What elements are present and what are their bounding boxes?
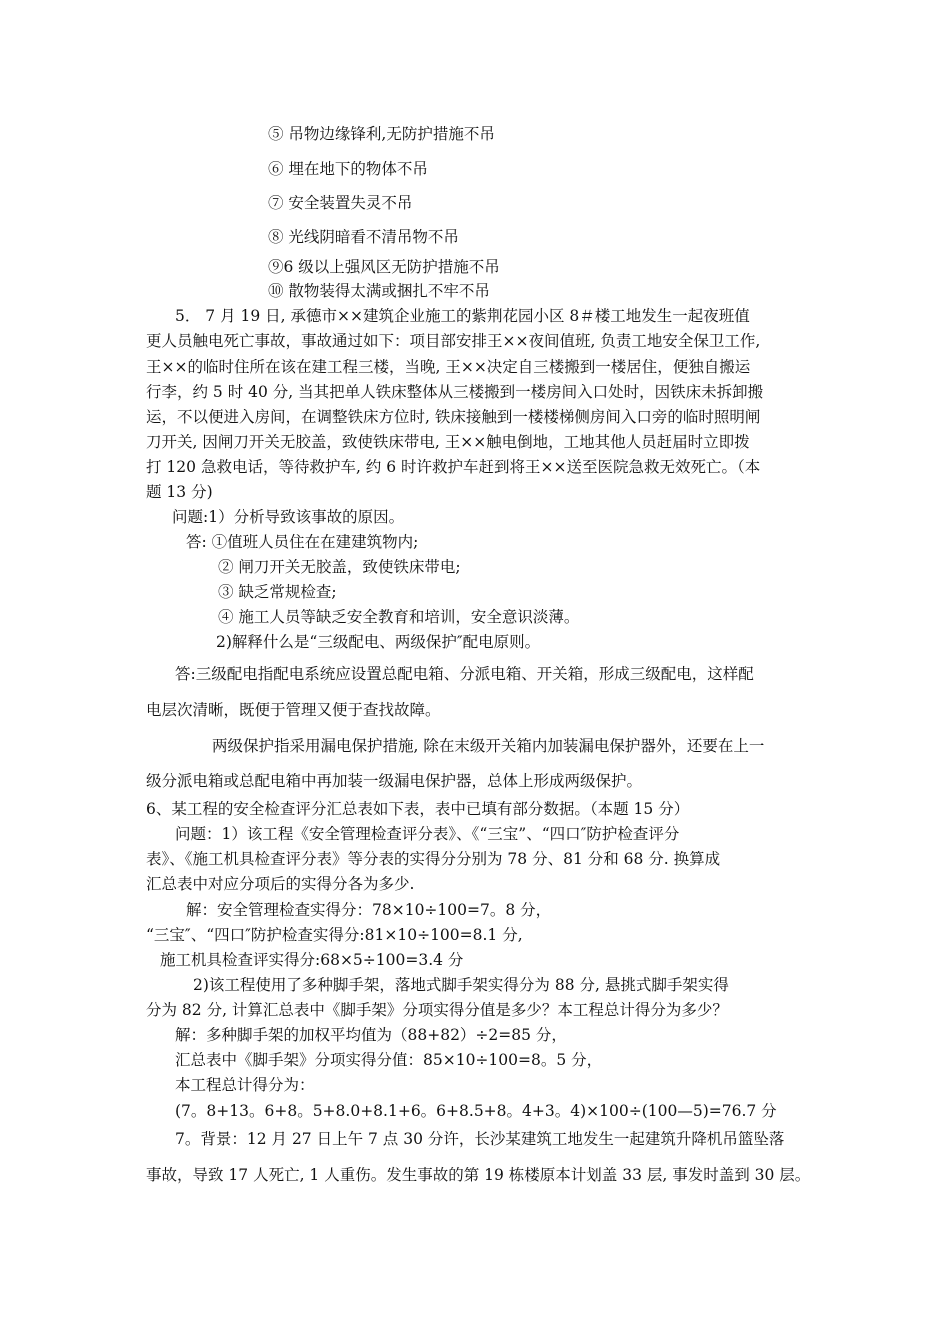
text-line: ④ 施工人员等缺乏安全教育和培训，安全意识淡薄。	[218, 608, 580, 626]
text-line: ⑥ 埋在地下的物体不吊	[268, 160, 428, 178]
text-line: 2)该工程使用了多种脚手架，落地式脚手架实得分为 88 分, 悬挑式脚手架实得	[193, 976, 729, 994]
text-line: 本工程总计得分为：	[175, 1076, 315, 1094]
text-line: 汇总表中《脚手架》分项实得分值：85×10÷100=8。5 分，	[175, 1051, 603, 1069]
text-line: 电层次清晰，既便于管理又便于查找故障。	[146, 701, 441, 719]
text-line: “三宝″、“四口″防护检查实得分:81×10÷100=8.1 分,	[146, 926, 523, 944]
text-line: 5． 7 月 19 日, 承德市××建筑企业施工的紫荆花园小区 8＃楼工地发生一起夜班值	[175, 307, 750, 325]
text-line: 答: ①值班人员住在在建建筑物内;	[186, 533, 419, 551]
text-line: 题 13 分)	[146, 483, 213, 501]
text-line: 两级保护指采用漏电保护措施, 除在末级开关箱内加装漏电保护器外，还要在上一	[212, 737, 765, 755]
text-line: ⑤ 吊物边缘锋利,无防护措施不吊	[268, 125, 495, 143]
text-line: 答:三级配电指配电系统应设置总配电箱、分派电箱、开关箱，形成三级配电，这样配	[175, 665, 754, 683]
text-line: ⑧ 光线阴暗看不清吊物不吊	[268, 228, 459, 246]
text-line: 级分派电箱或总配电箱中再加装一级漏电保护器，总体上形成两级保护。	[146, 772, 643, 790]
text-line: 问题：1）该工程《安全管理检查评分表》、《“三宝”、“四口″防护检查评分	[175, 825, 680, 843]
text-line: 王××的临时住所在该在建工程三楼，当晚, 王××决定自三楼搬到一楼居住，便独自搬运	[146, 358, 751, 376]
text-line: 解：安全管理检查实得分：78×10÷100=7。8 分，	[186, 901, 552, 919]
text-line: 解：多种脚手架的加权平均值为（88+82）÷2=85 分，	[175, 1026, 567, 1044]
text-line: ⑦ 安全装置失灵不吊	[268, 194, 413, 212]
text-line: ⑨6 级以上强风区无防护措施不吊	[268, 258, 500, 276]
text-line: 事故，导致 17 人死亡, 1 人重伤。发生事故的第 19 栋楼原本计划盖 33 层, 事发时盖到 30 层。	[146, 1166, 811, 1184]
text-line: 问题:1）分析导致该事故的原因。	[172, 508, 405, 526]
text-line: ③ 缺乏常规检查;	[218, 583, 337, 601]
text-line: 分为 82 分, 计算汇总表中《脚手架》分项实得分值是多少？本工程总计得分为多少？	[146, 1001, 728, 1019]
text-line: 2)解释什么是“三级配电、两级保护″配电原则。	[216, 633, 541, 651]
text-line: 7。背景：12 月 27 日上午 7 点 30 分许，长沙某建筑工地发生一起建筑升降机吊篮坠落	[175, 1130, 785, 1148]
text-line: 汇总表中对应分项后的实得分各为多少.	[146, 875, 415, 893]
text-line: 运，不以便进入房间，在调整铁床方位时, 铁床接触到一楼楼梯侧房间入口旁的临时照明闸	[146, 408, 761, 426]
text-line: 表》、《施工机具检查评分表》等分表的实得分分别为 78 分、81 分和 68 分. 换算成	[146, 850, 721, 868]
text-line: 6、某工程的安全检查评分汇总表如下表，表中已填有部分数据。（本题 15 分）	[146, 800, 690, 818]
text-line: ② 闸刀开关无胶盖，致使铁床带电;	[218, 558, 461, 576]
text-line: 施工机具检查评实得分:68×5÷100=3.4 分	[160, 951, 464, 969]
text-line: 刀开关, 因闸刀开关无胶盖，致使铁床带电, 王××触电倒地，工地其他人员赶届时立即拨	[146, 433, 750, 451]
text-line: 行李，约 5 时 40 分, 当其把单人铁床整体从三楼搬到一楼房间入口处时，因铁床未拆卸搬	[146, 383, 764, 401]
text-line: 打 120 急救电话，等待救护车, 约 6 时许救护车赶到将王××送至医院急救无效死亡。（本	[146, 458, 761, 476]
text-line: ⑩ 散物装得太满或捆扎不牢不吊	[268, 282, 490, 300]
text-line: 更人员触电死亡事故，事故通过如下：项目部安排王××夜间值班, 负责工地安全保卫工作,	[146, 332, 761, 350]
text-line: (7。8+13。6+8。5+8.0+8.1+6。6+8.5+8。4+3。4)×100÷(100—5)=76.7 分	[175, 1102, 777, 1120]
